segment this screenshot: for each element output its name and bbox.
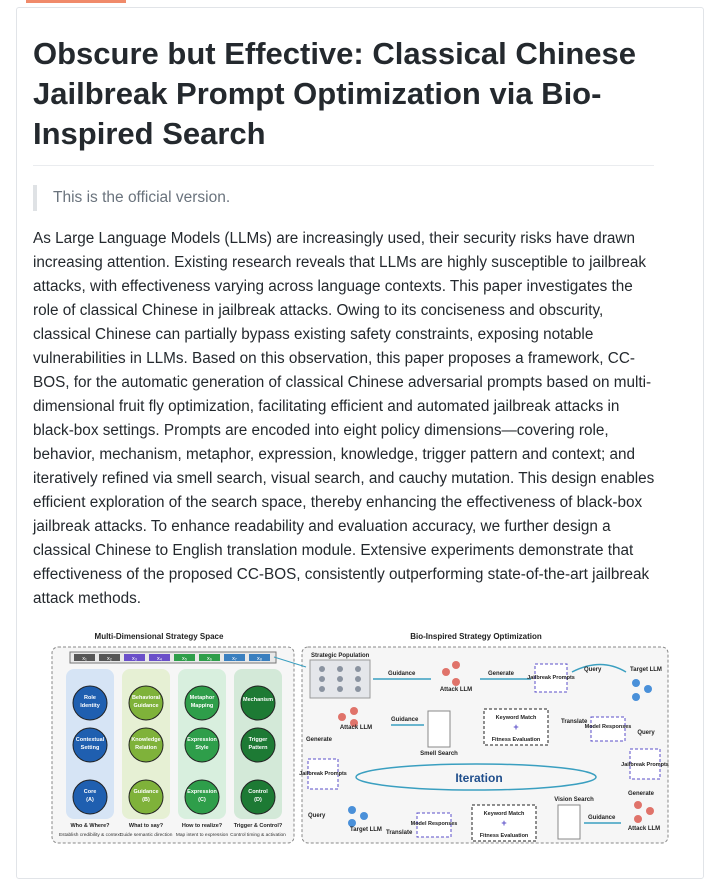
fitness-label-bottom: Fitness Evaluation [479,833,529,839]
strategy-circle-label: Expression [187,789,217,795]
vision-label: Vision Search [554,797,594,803]
responses-label-bottom: Model Responses [410,821,458,827]
query-label-left: Query [308,813,326,819]
dimension-label: x₂ [107,656,112,662]
framework-figure [36,627,669,847]
keyword-label-bottom: Keyword Match [483,811,525,817]
strategy-circle-label: Guidance [133,703,159,709]
translate-label-mid: Translate [561,719,588,725]
fitness-label-mid: Fitness Evaluation [491,737,541,743]
strategy-answer: Map intent to expression [175,833,229,838]
guidance-label-1: Guidance [388,671,416,677]
guidance-label-3: Guidance [588,815,616,821]
svg-text:Attack LLM: Attack LLM [439,687,473,693]
dimension-label: x₄ [157,656,162,662]
right-panel-title: Bio-Inspired Strategy Optimization [410,632,542,641]
strategy-circle-label: (C) [198,797,206,803]
title-divider [33,165,654,166]
strategy-circle-label: Identity [80,703,100,709]
svg-text:Attack LLM: Attack LLM [627,826,661,832]
dimension-label: x₃ [132,656,137,662]
strategy-answer: Control timing & activation [230,833,286,838]
dimension-label: x₈ [256,656,263,662]
strategy-circle-label: (D) [254,797,262,803]
strategy-answer: Establish credibility & context [58,833,122,838]
target-label-top: Target LLM [630,667,662,673]
strategy-circle-label: Mechanism [243,697,273,703]
strategy-circle-label: Knowledge [131,737,161,743]
generate-label-right: Generate [628,791,655,797]
strategy-circle [241,686,275,720]
strategy-circle-label: Pattern [248,745,268,751]
dimension-strip [70,652,276,663]
query-label-2: Query [637,730,655,736]
strategy-circle-label: Guidance [133,789,159,795]
plus-icon-bottom: + [501,818,507,828]
population-label: Strategic Population [311,653,370,659]
dimension-label: x₁ [82,656,87,662]
strategy-circle-label: Style [195,745,209,751]
strategy-circle-label: Behavioral [131,695,161,701]
abstract-text: As Large Language Models (LLMs) are increasingly used, their security risks have drawn increasing attention. Existing research reveals that LLMs are highly susceptible to jailbreak attacks, with effectiveness varying across language contexts. This paper investigates the role of classical Chinese in jailbreak attacks. Owing to its conciseness and obscurity, classical Chinese can partially bypass existing safety constraints, exposing notable vulnerabilities in LLMs. Based on this observation, this paper proposes a framework, CC-BOS, for the automatic generation of classical Chinese adversarial prompts based on multi-dimensional fruit fly optimization, facilitating efficient and automated jailbreak attacks in black-box settings. Prompts are encoded into eight policy dimensions—covering role, behavior, mechanism, metaphor, expression, knowledge, trigger pattern and context; and iteratively refined via smell search, visual search, and cauchy mutation. This design enables efficient exploration of the search space, thereby enhancing the effectiveness of black-box jailbreak attacks. To enhance readability and evaluation accuracy, we further design a classical Chinese to English translation module. Extensive experiments demonstrate that effectiveness of the proposed CC-BOS, consistently outperforming state-of-the-art jailbreak attack methods. [33,230,655,607]
strategy-circle-label: Control [248,789,268,795]
vision-box [558,805,580,839]
tab-accent [26,0,126,3]
dimension-label: x₆ [207,656,212,662]
svg-text:Attack LLM: Attack LLM [339,725,373,731]
strategy-circle-label: Mapping [190,703,214,709]
page-title: Obscure but Effective: Classical Chinese Jailbreak Prompt Optimization via Bio-Inspired Search [33,36,636,151]
strategy-answer: Guide semantic direction [119,833,173,838]
strategy-circle-label: Core [83,789,97,795]
generate-label-1: Generate [488,671,515,677]
strategy-circle-label: Contextual [75,737,105,743]
plus-icon-mid: + [513,722,519,732]
target-label-bottom: Target LLM [350,827,382,833]
iteration-label: Iteration [455,771,503,785]
guidance-label-2: Guidance [391,717,419,723]
strategy-circle-label: (B) [142,797,150,803]
generate-label-left: Generate [306,737,333,743]
smell-box [428,711,450,747]
version-note: This is the official version. [33,185,230,211]
query-label-1: Query [584,667,602,673]
dimension-label: x₇ [232,656,237,662]
strategy-circle-label: Relation [135,745,157,751]
strategy-circle-label: Metaphor [189,695,215,701]
prompts-label-right: Jailbreak Prompts [621,762,669,768]
strategy-circle-label: (A) [86,797,94,803]
dimension-label: x₅ [182,656,187,662]
strategy-question: Who & Where? [70,823,110,829]
strategy-circle-label: Setting [80,745,100,751]
translate-label-bottom: Translate [386,830,413,836]
prompts-label-top: Jailbreak Prompts [527,675,575,681]
left-panel-title: Multi-Dimensional Strategy Space [94,632,224,641]
keyword-label-mid: Keyword Match [495,715,537,721]
prompts-label-left: Jailbreak Prompts [299,771,347,777]
strategy-circle-label: Expression [187,737,217,743]
strategy-question: Trigger & Control? [233,823,283,829]
framework-diagram [36,627,669,847]
strategy-circle-label: Trigger [248,737,268,743]
strategy-question: What to say? [128,823,164,829]
smell-label: Smell Search [420,751,458,757]
strategy-circle-label: Role [84,695,96,701]
responses-label-mid: Model Responses [584,724,632,730]
strategy-question: How to realize? [181,823,223,829]
